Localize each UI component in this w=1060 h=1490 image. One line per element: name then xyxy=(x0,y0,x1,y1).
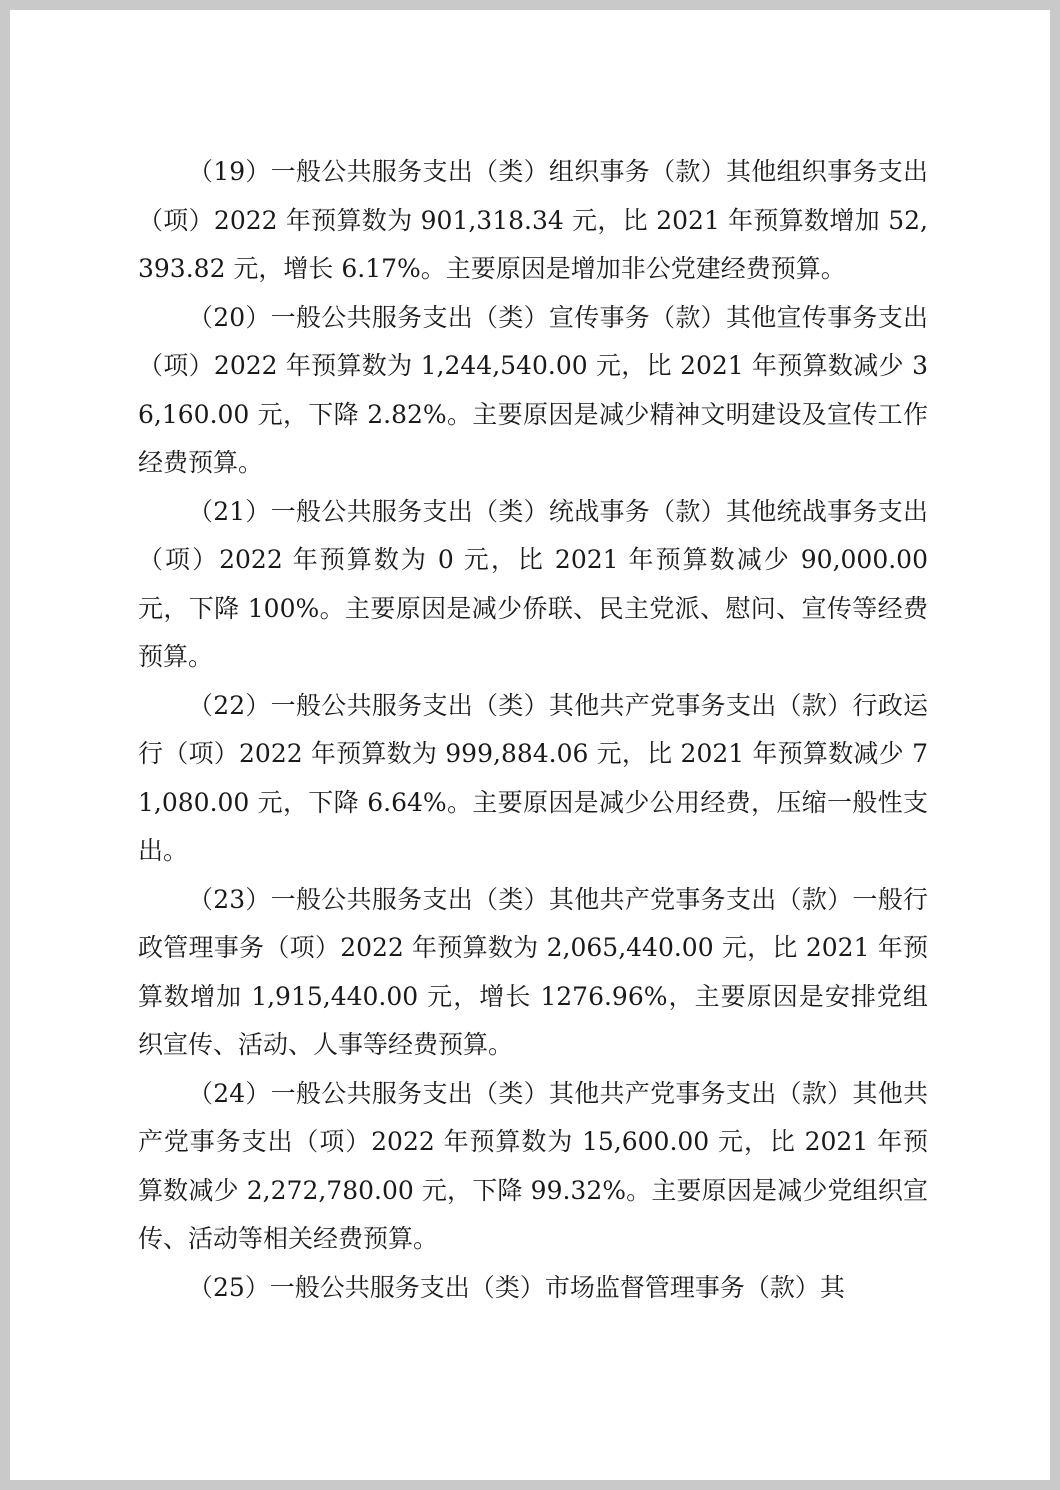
paragraph-25: （25）一般公共服务支出（类）市场监督管理事务（款）其 xyxy=(188,1272,845,1302)
document-body xyxy=(138,148,928,1312)
paragraph-21: （21）一般公共服务支出（类）统战事务（款）其他统战事务支出（项）2022 年预算数为 0 元，比 2021 年预算数减少 90,000.00 元，下降 100%。主要原因是减少侨联、民主党派、慰问、宣传等经费预算。 xyxy=(138,496,928,671)
paragraph-23: （23）一般公共服务支出（类）其他共产党事务支出（款）一般行政管理事务（项）2022 年预算数为 2,065,440.00 元，比 2021 年预算数增加 1,915,440.00 元，增长 1276.96%，主要原因是安排党组织宣传、活动、人事等经费预算。 xyxy=(138,884,928,1059)
paragraph-24: （24）一般公共服务支出（类）其他共产党事务支出（款）其他共产党事务支出（项）2022 年预算数为 15,600.00 元，比 2021 年预算数减少 2,272,780.00 元，下降 99.32%。主要原因是减少党组织宣传、活动等相关经费预算。 xyxy=(138,1078,928,1253)
paragraph-22: （22）一般公共服务支出（类）其他共产党事务支出（款）行政运行（项）2022 年预算数为 999,884.06 元，比 2021 年预算数减少 71,080.00 元，下降 6.64%。主要原因是减少公用经费，压缩一般性支出。 xyxy=(138,690,928,865)
paragraph-20: （20）一般公共服务支出（类）宣传事务（款）其他宣传事务支出（项）2022 年预算数为 1,244,540.00 元，比 2021 年预算数减少 36,160.00 元，下降 2.82%。主要原因是减少精神文明建设及宣传工作经费预算。 xyxy=(138,302,928,477)
document-page xyxy=(10,10,1050,1480)
paragraph-19: （19）一般公共服务支出（类）组织事务（款）其他组织事务支出（项）2022 年预算数为 901,318.34 元，比 2021 年预算数增加 52,393.82 元，增长 6.17%。主要原因是增加非公党建经费预算。 xyxy=(138,157,928,283)
